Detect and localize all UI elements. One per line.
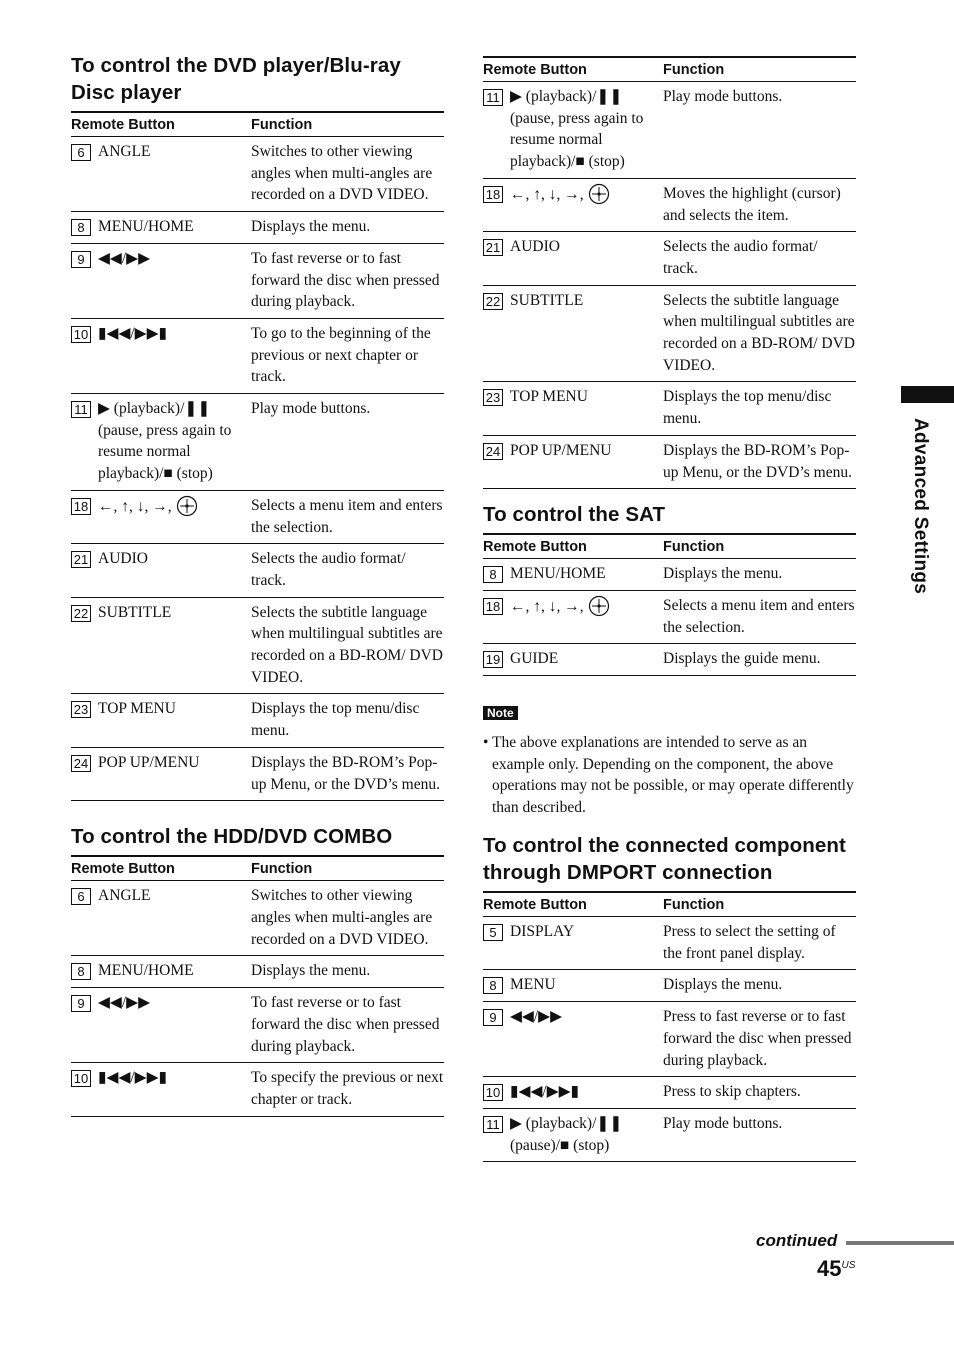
function-cell: Play mode buttons.	[251, 394, 444, 491]
button-label-text: MENU/HOME	[98, 218, 194, 236]
remote-button	[71, 602, 251, 624]
button-label-text: ▮◀◀/▶▶▮	[510, 1083, 580, 1101]
remote-button	[71, 752, 251, 774]
button-number: 11	[483, 89, 503, 106]
table-row	[483, 1077, 856, 1109]
button-label	[510, 563, 655, 585]
remote-button	[71, 216, 251, 238]
button-label	[98, 141, 243, 163]
side-tab-marker	[901, 386, 954, 403]
button-label	[510, 1081, 655, 1103]
remote-button	[483, 595, 663, 618]
remote-button-cell	[483, 435, 663, 488]
button-label-text: ←, ↑, ↓, →,	[510, 185, 584, 203]
remote-button-cell	[483, 82, 663, 179]
remote-button	[483, 648, 663, 670]
remote-button	[483, 1006, 663, 1028]
remote-button	[71, 885, 251, 907]
button-label	[510, 183, 655, 206]
remote-button-cell	[483, 1077, 663, 1109]
remote-button	[483, 1113, 663, 1156]
button-label-text: GUIDE	[510, 650, 559, 668]
function-cell: Displays the BD-ROM’s Pop-up Menu, or the DVD’s menu.	[251, 753, 440, 793]
button-label-text: MENU/HOME	[510, 565, 606, 583]
col-header-remote-button: Remote Button	[71, 856, 251, 881]
button-label-text: AUDIO	[510, 238, 560, 256]
button-label	[510, 86, 655, 173]
remote-button-cell	[483, 590, 663, 643]
button-label-text: TOP MENU	[510, 388, 588, 406]
function-cell: Displays the menu.	[251, 956, 444, 988]
function-cell: Press to select the setting of the front panel display.	[663, 917, 856, 970]
remote-button	[483, 921, 663, 943]
button-number: 21	[483, 239, 503, 256]
button-number: 5	[483, 924, 503, 941]
remote-button-cell	[71, 881, 251, 956]
remote-button	[71, 141, 251, 163]
function-cell: Moves the highlight (cursor) and selects the item.	[663, 178, 856, 231]
page-number-value: 45	[817, 1256, 842, 1281]
button-number: 24	[483, 443, 503, 460]
button-number: 21	[71, 551, 91, 568]
button-label	[510, 648, 655, 670]
table-row	[71, 394, 444, 491]
button-number: 22	[71, 605, 91, 622]
button-label	[98, 602, 243, 624]
remote-button	[483, 1081, 663, 1103]
remote-button-cell	[71, 597, 251, 694]
remote-button	[483, 183, 663, 206]
button-label-text: ◀◀/▶▶	[510, 1008, 562, 1026]
col-header-function: Function	[663, 892, 856, 917]
circle-enter-icon	[176, 495, 198, 517]
function-cell: Displays the guide menu.	[663, 650, 821, 668]
button-label	[98, 992, 243, 1014]
remote-button-cell	[71, 490, 251, 543]
col-header-function: Function	[663, 57, 856, 82]
remote-button-cell	[483, 1002, 663, 1077]
function-cell: Selects a menu item and enters the selection.	[251, 490, 444, 543]
button-label-text: ←, ↑, ↓, →,	[98, 497, 172, 515]
function-cell: To specify the previous or next chapter or track.	[251, 1069, 444, 1108]
table-row	[483, 435, 856, 488]
button-label	[510, 595, 655, 618]
button-label-text: MENU	[510, 976, 556, 994]
page-number-suffix: US	[841, 1260, 856, 1271]
col-header-function: Function	[251, 856, 444, 881]
remote-button-cell	[71, 747, 251, 800]
button-number: 9	[483, 1009, 503, 1026]
section-title-dvd: To control the DVD player/Blu-ray Disc player	[71, 54, 401, 104]
function-cell: Press to fast reverse or to fast forward the disc when pressed during playback.	[663, 1002, 856, 1077]
note-badge: Note	[483, 706, 518, 720]
function-cell: Play mode buttons.	[663, 1114, 783, 1132]
remote-button	[483, 563, 663, 585]
table-row	[71, 137, 444, 212]
button-label	[98, 398, 243, 485]
table-row	[483, 644, 856, 676]
col-header-remote-button: Remote Button	[483, 57, 663, 82]
table-row	[483, 970, 856, 1002]
remote-button-cell	[483, 970, 663, 1002]
remote-button-cell	[71, 988, 251, 1063]
remote-button-cell	[483, 917, 663, 970]
function-cell: Switches to other viewing angles when multi-angles are recorded on a DVD VIDEO.	[251, 137, 444, 212]
remote-button	[71, 398, 251, 485]
sat-table	[483, 533, 856, 676]
function-cell: Selects the subtitle language when multilingual subtitles are recorded on a BD-ROM/ DVD VIDEO.	[251, 597, 444, 694]
button-label	[98, 248, 243, 270]
button-label-text: ◀◀/▶▶	[98, 994, 150, 1012]
button-number: 10	[71, 326, 91, 343]
remote-button-cell	[71, 318, 251, 393]
function-cell: Displays the menu.	[663, 559, 856, 591]
remote-button-cell	[71, 394, 251, 491]
button-number: 8	[71, 963, 91, 980]
function-cell: Selects a menu item and enters the selection.	[663, 590, 856, 643]
button-label-text: ▮◀◀/▶▶▮	[98, 1069, 168, 1087]
button-number: 11	[71, 401, 91, 418]
table-row	[71, 597, 444, 694]
button-label-text: SUBTITLE	[510, 291, 584, 309]
remote-button-cell	[483, 178, 663, 231]
button-number: 23	[483, 389, 503, 406]
table-row	[483, 917, 856, 970]
button-number: 9	[71, 251, 91, 268]
remote-button-cell	[71, 212, 251, 244]
button-label	[98, 752, 243, 774]
hdd-table	[71, 855, 444, 1116]
remote-button-cell	[71, 243, 251, 318]
remote-button	[71, 960, 251, 982]
button-label-text: ▶ (playback)/❚❚ (pause, press again to resume normal playback)/■ (stop)	[510, 88, 644, 171]
remote-button	[71, 548, 251, 570]
continued-bar	[846, 1241, 954, 1245]
remote-button	[483, 386, 663, 408]
table-row	[71, 212, 444, 244]
button-label-text: ▮◀◀/▶▶▮	[98, 324, 168, 342]
table-row	[71, 956, 444, 988]
button-number: 23	[71, 701, 91, 718]
button-number: 22	[483, 293, 503, 310]
button-label-text: ←, ↑, ↓, →,	[510, 597, 584, 615]
button-label	[98, 548, 243, 570]
button-label-text: ANGLE	[98, 143, 151, 160]
table-row	[483, 559, 856, 591]
section-title-sat: To control the SAT	[483, 503, 666, 527]
button-label-text: ANGLE	[98, 887, 151, 905]
button-label	[98, 216, 243, 238]
button-number: 8	[483, 566, 503, 583]
button-label-text: DISPLAY	[510, 923, 575, 941]
button-label	[510, 1006, 655, 1028]
table-row	[71, 318, 444, 393]
function-cell: Selects the subtitle language when multilingual subtitles are recorded on a BD-ROM/ DVD VIDEO.	[663, 285, 856, 382]
table-row	[483, 178, 856, 231]
button-label	[510, 236, 655, 258]
table-row	[71, 1063, 444, 1116]
button-label	[98, 495, 243, 518]
col-header-function: Function	[251, 112, 444, 137]
function-cell: Selects the audio format/ track.	[251, 544, 444, 597]
button-label	[98, 698, 243, 720]
button-label-text: POP UP/MENU	[98, 753, 200, 771]
button-number: 10	[483, 1084, 503, 1101]
function-cell: Displays the BD-ROM’s Pop-up Menu, or the DVD’s menu.	[663, 441, 852, 481]
button-number: 6	[71, 888, 91, 905]
button-label-text: AUDIO	[98, 550, 148, 568]
dvd-table	[71, 111, 444, 801]
remote-button-cell	[71, 544, 251, 597]
function-cell: Play mode buttons.	[663, 82, 856, 179]
table-row	[71, 694, 444, 747]
remote-button	[71, 992, 251, 1014]
button-number: 18	[71, 498, 91, 515]
button-label	[98, 885, 243, 907]
table-row	[71, 988, 444, 1063]
remote-button-cell	[483, 644, 663, 676]
remote-button	[71, 698, 251, 720]
remote-button-cell	[71, 694, 251, 747]
button-label-text: ▶ (playback)/❚❚ (pause)/■ (stop)	[510, 1114, 623, 1154]
button-label-text: SUBTITLE	[98, 603, 172, 621]
dmport-table	[483, 891, 856, 1162]
function-cell: Press to skip chapters.	[663, 1077, 856, 1109]
col-header-remote-button: Remote Button	[483, 892, 663, 917]
button-label	[510, 290, 655, 312]
remote-button	[483, 290, 663, 312]
function-cell: Displays the top menu/disc menu.	[251, 694, 444, 747]
table-row	[483, 382, 856, 435]
remote-button	[483, 86, 663, 173]
function-cell: To fast reverse or to fast forward the disc when pressed during playback.	[251, 243, 444, 318]
table-row	[71, 881, 444, 956]
button-label	[98, 1067, 243, 1089]
button-label	[510, 974, 655, 996]
table-row	[71, 490, 444, 543]
remote-button	[71, 495, 251, 518]
button-number: 18	[483, 186, 503, 203]
function-cell: Displays the menu.	[251, 212, 444, 244]
button-number: 11	[483, 1116, 503, 1133]
remote-button	[71, 323, 251, 345]
section-title-dmport: To control the connected component through DMPORT connection	[483, 834, 846, 885]
button-label	[510, 386, 655, 408]
function-cell: Displays the top menu/disc menu.	[663, 382, 856, 435]
table-row	[71, 747, 444, 800]
remote-button-cell	[71, 956, 251, 988]
bd-continued-table	[483, 56, 856, 489]
button-label-text: MENU/HOME	[98, 962, 194, 980]
function-cell: To fast reverse or to fast forward the disc when pressed during playback.	[251, 988, 444, 1063]
remote-button-cell	[483, 1108, 663, 1161]
function-cell: To go to the beginning of the previous or next chapter or track.	[251, 318, 444, 393]
remote-button	[71, 248, 251, 270]
col-header-remote-button: Remote Button	[71, 112, 251, 137]
button-number: 19	[483, 651, 503, 668]
continued-label: continued	[756, 1231, 838, 1250]
right-column	[483, 56, 856, 1162]
table-row	[483, 82, 856, 179]
function-cell: Switches to other viewing angles when multi-angles are recorded on a DVD VIDEO.	[251, 881, 444, 956]
table-row	[483, 285, 856, 382]
remote-button	[483, 236, 663, 258]
side-section-label: Advanced Settings	[910, 418, 931, 595]
note-text: • The above explanations are intended to serve as an example only. Depending on the component, the above operations may not be possible, or may operate differently than described.	[483, 734, 854, 816]
button-number: 10	[71, 1070, 91, 1087]
left-column	[71, 52, 444, 1117]
table-row	[71, 243, 444, 318]
button-label	[98, 960, 243, 982]
remote-button-cell	[483, 232, 663, 285]
button-label-text: TOP MENU	[98, 700, 176, 718]
remote-button	[483, 440, 663, 462]
remote-button-cell	[483, 382, 663, 435]
circle-enter-icon	[588, 183, 610, 205]
section-title-hdd: To control the HDD/DVD COMBO	[71, 825, 393, 849]
function-cell: Displays the menu.	[663, 970, 856, 1002]
button-number: 24	[71, 755, 91, 772]
table-row	[483, 590, 856, 643]
remote-button-cell	[483, 559, 663, 591]
circle-enter-icon	[588, 595, 610, 617]
button-number: 18	[483, 598, 503, 615]
button-number: 8	[483, 977, 503, 994]
button-label	[98, 323, 243, 345]
remote-button-cell	[71, 137, 251, 212]
remote-button	[483, 974, 663, 996]
table-row	[483, 232, 856, 285]
button-label-text: ▶ (playback)/❚❚ (pause, press again to resume normal playback)/■ (stop)	[98, 400, 232, 483]
table-row	[71, 544, 444, 597]
col-header-remote-button: Remote Button	[483, 534, 663, 559]
button-number: 8	[71, 219, 91, 236]
table-row	[483, 1002, 856, 1077]
button-label	[510, 921, 655, 943]
button-number: 6	[71, 144, 91, 161]
button-label	[510, 440, 655, 462]
col-header-function: Function	[663, 534, 856, 559]
button-label-text: POP UP/MENU	[510, 441, 612, 459]
button-number: 9	[71, 995, 91, 1012]
remote-button	[71, 1067, 251, 1089]
page-number	[817, 1256, 855, 1282]
remote-button-cell	[71, 1063, 251, 1116]
table-row	[483, 1108, 856, 1161]
remote-button-cell	[483, 285, 663, 382]
function-cell: Selects the audio format/ track.	[663, 232, 856, 285]
button-label-text: ◀◀/▶▶	[98, 249, 150, 267]
button-label	[510, 1113, 655, 1156]
